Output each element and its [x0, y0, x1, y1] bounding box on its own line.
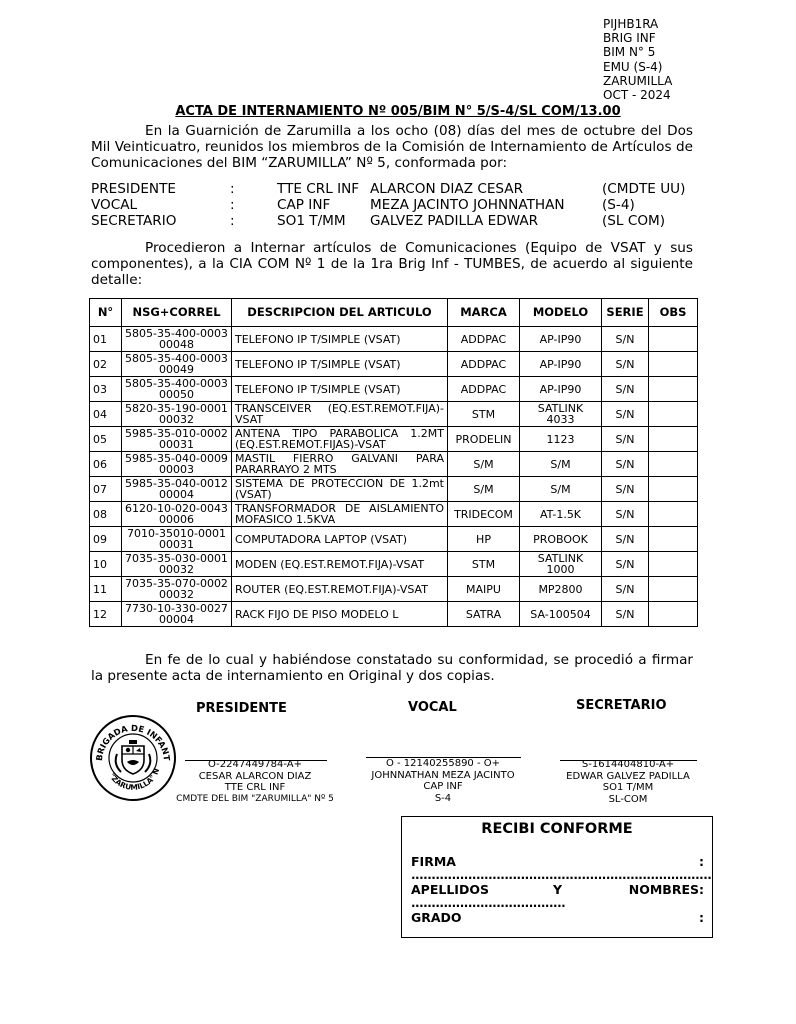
item-serial: S/N	[602, 327, 649, 352]
signature-line-text: CESAR ALARCON DIAZ	[198, 770, 312, 782]
header-code-line: OCT - 2024	[603, 88, 671, 103]
signature-line-text: CAP INF	[423, 781, 463, 792]
signature-line-text: S-1614404810-A+	[581, 759, 675, 770]
item-number: 05	[90, 427, 122, 452]
commission-member-president	[91, 181, 693, 197]
intro-paragraph: En la Guarnición de Zarumilla a los ocho (08) días del mes de octubre del Dos Mil Veinticuatro, reunidos los miembros de la Comisión de Internamiento de Artículos de Comunicaciones del BIM “ZARUMILLA” Nº 5, conformada por:	[91, 123, 693, 171]
member-name: GALVEZ PADILLA EDWAR	[370, 213, 539, 229]
item-model: MP2800	[520, 577, 602, 602]
receipt-nombres-label: NOMBRES:	[628, 882, 704, 897]
header-code-line: PIJHB1RA	[603, 17, 659, 31]
seal-bottom-text: "ZARUMILLA" N	[107, 766, 162, 792]
table-row	[90, 452, 698, 477]
item-nsg-code: 7035-35-070-0002 00032	[122, 577, 232, 602]
item-nsg-code: 7035-35-030-0001 00032	[122, 552, 232, 577]
item-nsg-code: 7010-35010-0001 00031	[122, 527, 232, 552]
item-serial: S/N	[602, 477, 649, 502]
member-separator: :	[230, 181, 235, 197]
member-unit: (SL COM)	[602, 213, 666, 229]
header-code-line: BIM N° 5	[603, 45, 656, 60]
item-description: ROUTER (EQ.EST.REMOT.FIJA)-VSAT	[232, 577, 448, 602]
item-nsg-code: 5985-35-040-0009 00003	[122, 452, 232, 477]
signature-line-text: CMDTE DEL BIM "ZARUMILLA" Nº 5	[176, 793, 334, 804]
column-header: NSG+CORREL	[122, 299, 232, 327]
item-model: SA-100504	[520, 602, 602, 627]
table-row	[90, 352, 698, 377]
item-brand: S/M	[448, 452, 520, 477]
table-row	[90, 402, 698, 427]
item-observations	[649, 377, 698, 402]
item-description: ANTENA TIPO PARABOLICA 1.2MT (EQ.EST.REMOT.FIJAS)-VSAT	[232, 427, 448, 452]
receipt-colon: :	[699, 910, 704, 925]
member-role: SECRETARIO	[91, 213, 177, 229]
item-description: TELEFONO IP T/SIMPLE (VSAT)	[232, 352, 448, 377]
item-observations	[649, 477, 698, 502]
item-number: 12	[90, 602, 122, 627]
column-header: MODELO	[520, 299, 602, 327]
item-number: 09	[90, 527, 122, 552]
item-number: 07	[90, 477, 122, 502]
signature-title-president: PRESIDENTE	[196, 701, 287, 716]
item-brand: SATRA	[448, 602, 520, 627]
item-serial: S/N	[602, 402, 649, 427]
item-model: S/M	[520, 477, 602, 502]
item-description: MASTIL FIERRO GALVANI PARA PARARRAYO 2 MTS	[232, 452, 448, 477]
table-row	[90, 577, 698, 602]
item-observations	[649, 327, 698, 352]
item-observations	[649, 527, 698, 552]
item-serial: S/N	[602, 577, 649, 602]
procedure-paragraph: Procedieron a Internar artículos de Comunicaciones (Equipo de VSAT y sus componentes), a la CIA COM Nº 1 de la 1ra Brig Inf - TUMBES, de acuerdo al siguiente detalle:	[91, 240, 693, 288]
item-nsg-code: 5805-35-400-0003 00049	[122, 352, 232, 377]
signature-line-text: S-4	[434, 792, 452, 804]
item-observations	[649, 602, 698, 627]
signature-line-text: SO1 T/MM	[602, 782, 654, 793]
item-description: RACK FIJO DE PISO MODELO L	[232, 602, 448, 627]
receipt-colon: :	[699, 854, 704, 869]
item-model: 1123	[520, 427, 602, 452]
column-header: N°	[90, 299, 122, 327]
item-number: 03	[90, 377, 122, 402]
item-description: TELEFONO IP T/SIMPLE (VSAT)	[232, 377, 448, 402]
header-code-line: ZARUMILLA	[603, 73, 673, 88]
member-rank: CAP INF	[277, 197, 331, 213]
table-row	[90, 602, 698, 627]
table-row	[90, 427, 698, 452]
closing-paragraph: En fe de lo cual y habiéndose constatado su conformidad, se procedió a firmar la presente acta de internamiento en Original y dos copias.	[91, 652, 693, 684]
signature-line-text: EDWAR GALVEZ PADILLA	[566, 770, 690, 782]
item-nsg-code: 6120-10-020-0043 00006	[122, 502, 232, 527]
table-row	[90, 552, 698, 577]
item-observations	[649, 402, 698, 427]
table-header-row	[90, 299, 698, 327]
item-description: SISTEMA DE PROTECCION DE 1.2mt (VSAT)	[232, 477, 448, 502]
receipt-grado-label: GRADO	[411, 910, 462, 925]
member-separator: :	[230, 197, 235, 213]
item-nsg-code: 5820-35-190-0001 00032	[122, 402, 232, 427]
item-description: TRANSCEIVER (EQ.EST.REMOT.FIJA)-VSAT	[232, 402, 448, 427]
item-serial: S/N	[602, 502, 649, 527]
signature-line-text: O - 12140255890 - O+	[385, 758, 501, 769]
item-observations	[649, 552, 698, 577]
item-brand: HP	[448, 527, 520, 552]
item-brand: STM	[448, 552, 520, 577]
member-separator: :	[230, 213, 235, 229]
item-nsg-code: 5805-35-400-0003 00050	[122, 377, 232, 402]
signature-block-vocal	[357, 758, 529, 804]
signature-line-text: TTE CRL INF	[224, 782, 286, 793]
table-row	[90, 502, 698, 527]
item-serial: S/N	[602, 527, 649, 552]
item-model: SATLINK 1000	[520, 552, 602, 577]
table-row	[90, 527, 698, 552]
table-row	[90, 377, 698, 402]
item-number: 04	[90, 402, 122, 427]
item-number: 10	[90, 552, 122, 577]
column-header: DESCRIPCION DEL ARTICULO	[232, 299, 448, 327]
item-brand: ADDPAC	[448, 352, 520, 377]
item-brand: MAIPU	[448, 577, 520, 602]
item-brand: TRIDECOM	[448, 502, 520, 527]
receipt-title: RECIBI CONFORME	[481, 821, 633, 837]
seal-top-text: BRIGADA DE INFANT	[93, 722, 173, 762]
header-code-line: BRIG INF	[603, 31, 656, 46]
item-description: TELEFONO IP T/SIMPLE (VSAT)	[232, 327, 448, 352]
receipt-firma-dots: ..........................................................................	[411, 868, 712, 882]
item-number: 01	[90, 327, 122, 352]
receipt-firma-label: FIRMA	[411, 854, 456, 869]
item-nsg-code: 5805-35-400-0003 00048	[122, 327, 232, 352]
signature-line-text: JOHNNATHAN MEZA JACINTO	[371, 769, 515, 781]
item-model: AT-1.5K	[520, 502, 602, 527]
member-unit: (CMDTE UU)	[602, 181, 686, 197]
item-serial: S/N	[602, 602, 649, 627]
member-name: ALARCON DIAZ CESAR	[370, 181, 524, 197]
item-brand: ADDPAC	[448, 377, 520, 402]
commission-roster	[91, 181, 693, 229]
item-brand: STM	[448, 402, 520, 427]
item-observations	[649, 577, 698, 602]
item-model: SATLINK 4033	[520, 402, 602, 427]
table-row	[90, 477, 698, 502]
item-serial: S/N	[602, 452, 649, 477]
signature-block-secretary	[555, 759, 701, 805]
item-description: TRANSFORMADOR DE AISLAMIENTO MOFASICO 1.5KVA	[232, 502, 448, 527]
item-model: AP-IP90	[520, 327, 602, 352]
item-model: AP-IP90	[520, 352, 602, 377]
column-header: SERIE	[602, 299, 649, 327]
member-name: MEZA JACINTO JOHNNATHAN	[370, 197, 565, 213]
item-description: COMPUTADORA LAPTOP (VSAT)	[232, 527, 448, 552]
member-role: PRESIDENTE	[91, 181, 176, 197]
unit-seal	[89, 714, 177, 802]
item-observations	[649, 452, 698, 477]
items-table	[89, 298, 698, 627]
signature-title-vocal: VOCAL	[408, 700, 457, 715]
item-serial: S/N	[602, 552, 649, 577]
commission-member-secretary	[91, 213, 693, 229]
item-serial: S/N	[602, 427, 649, 452]
item-serial: S/N	[602, 352, 649, 377]
member-rank: TTE CRL INF	[277, 181, 360, 197]
item-serial: S/N	[602, 377, 649, 402]
item-number: 02	[90, 352, 122, 377]
commission-member-vocal	[91, 197, 693, 213]
receipt-box	[401, 816, 713, 938]
item-brand: PRODELIN	[448, 427, 520, 452]
signature-title-secretary: SECRETARIO	[576, 698, 667, 713]
seal-graphic	[89, 714, 177, 802]
signature-block-president	[170, 759, 340, 805]
item-model: S/M	[520, 452, 602, 477]
column-header: OBS	[649, 299, 698, 327]
item-number: 11	[90, 577, 122, 602]
item-observations	[649, 502, 698, 527]
column-header: MARCA	[448, 299, 520, 327]
receipt-apellidos-label: APELLIDOS	[411, 882, 489, 897]
table-row	[90, 327, 698, 352]
item-nsg-code: 5985-35-040-0012 00004	[122, 477, 232, 502]
document-reference-block	[603, 17, 672, 102]
item-observations	[649, 352, 698, 377]
signature-line-text: SL-COM	[608, 793, 648, 805]
item-model: PROBOOK	[520, 527, 602, 552]
item-brand: S/M	[448, 477, 520, 502]
item-number: 06	[90, 452, 122, 477]
signature-line-text: O-2247449784-A+	[208, 759, 302, 770]
member-unit: (S-4)	[602, 197, 635, 213]
item-observations	[649, 427, 698, 452]
member-role: VOCAL	[91, 197, 138, 213]
receipt-names-dots: ......................................	[411, 896, 566, 910]
item-brand: ADDPAC	[448, 327, 520, 352]
member-rank: SO1 T/MM	[277, 213, 346, 229]
item-description: MODEN (EQ.EST.REMOT.FIJA)-VSAT	[232, 552, 448, 577]
item-model: AP-IP90	[520, 377, 602, 402]
item-nsg-code: 7730-10-330-0027 00004	[122, 602, 232, 627]
document-title: ACTA DE INTERNAMIENTO Nº 005/BIM N° 5/S-4/SL COM/13.00	[175, 104, 621, 119]
peru-coat-of-arms-icon	[116, 740, 151, 774]
item-nsg-code: 5985-35-010-0002 00031	[122, 427, 232, 452]
item-number: 08	[90, 502, 122, 527]
receipt-y-label: Y	[553, 882, 563, 897]
header-code-line: EMU (S-4)	[603, 59, 663, 74]
